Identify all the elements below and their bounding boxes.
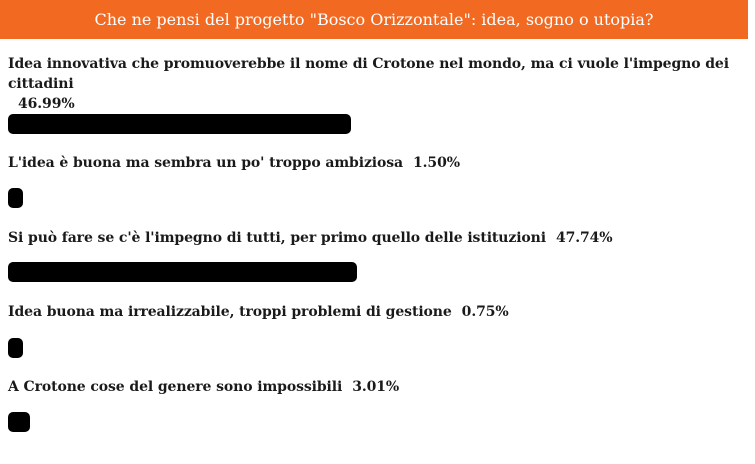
option-label-text: Idea buona ma irrealizzabile, troppi problemi di gestione <box>8 304 452 320</box>
option-percent: 3.01% <box>352 379 400 395</box>
poll-option-3 <box>8 228 748 248</box>
option-percent: 47.74% <box>555 230 613 246</box>
option-label-text: Si può fare se c'è l'impegno di tutti, per primo quello delle istituzioni <box>8 230 546 246</box>
option-percent: 1.50% <box>413 155 460 171</box>
option-label <box>8 377 748 397</box>
option-label <box>8 153 748 173</box>
option-percent: 46.99% <box>18 96 75 112</box>
option-label-text: A Crotone cose del genere sono impossibili <box>8 379 343 395</box>
poll-title: Che ne pensi del progetto "Bosco Orizzontale": idea, sogno o utopia? <box>0 0 748 39</box>
poll-option-5 <box>8 377 748 397</box>
result-bar <box>8 338 23 358</box>
result-bar <box>8 262 357 282</box>
poll-option-2 <box>8 153 748 173</box>
result-bar <box>8 188 23 208</box>
option-percent: 0.75% <box>461 304 509 320</box>
option-label <box>8 54 748 114</box>
option-label <box>8 228 748 248</box>
option-label <box>8 302 748 322</box>
option-label-text: L'idea è buona ma sembra un po' troppo ambiziosa <box>8 155 404 171</box>
result-bar <box>8 412 30 432</box>
result-bar <box>8 114 351 134</box>
poll-option-4 <box>8 302 748 322</box>
poll-option-1 <box>8 54 748 114</box>
option-label-text: Idea innovativa che promuoverebbe il nome di Crotone nel mondo, ma ci vuole l'impegno dei cittadini <box>8 56 729 92</box>
